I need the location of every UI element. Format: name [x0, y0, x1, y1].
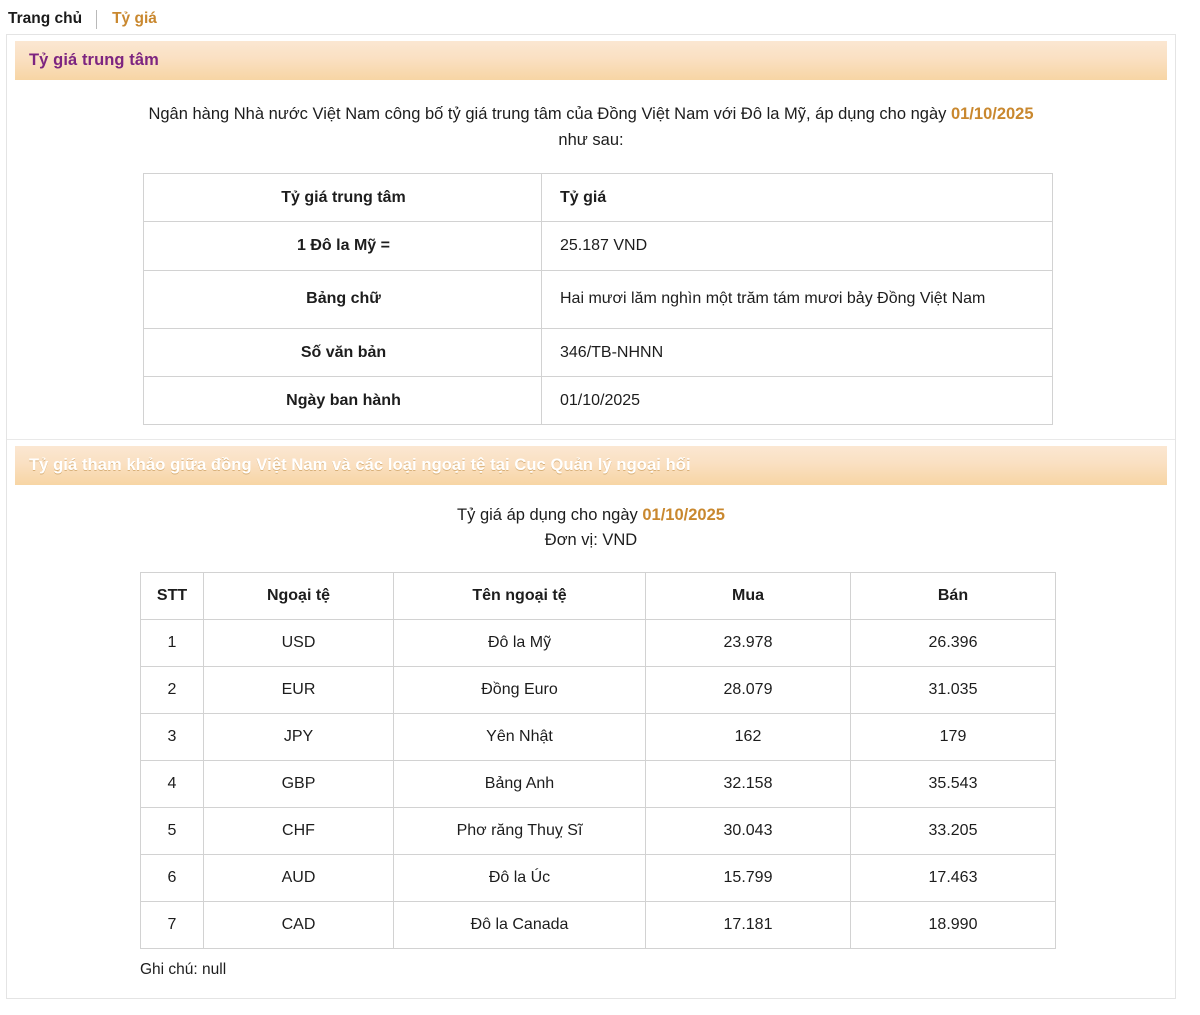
- cell-sell: 26.396: [851, 620, 1056, 667]
- cell-sell: 35.543: [851, 761, 1056, 808]
- cell-name: Đô la Úc: [394, 855, 646, 902]
- cell-buy: 23.978: [646, 620, 851, 667]
- central-rate-intro-text: [141, 102, 1041, 153]
- intro-date-highlight: 01/10/2025: [950, 105, 1034, 123]
- cell-code: CAD: [204, 902, 394, 949]
- cell-stt: 5: [141, 808, 204, 855]
- cell-stt: 2: [141, 667, 204, 714]
- row-label-usd: 1 Đô la Mỹ =: [144, 222, 542, 270]
- cell-stt: 3: [141, 714, 204, 761]
- cell-name: Phơ răng Thuỵ Sĩ: [394, 808, 646, 855]
- cell-sell: 17.463: [851, 855, 1056, 902]
- row-value-in-words: Hai mươi lăm nghìn một trăm tám mươi bảy Đồng Việt Nam: [542, 270, 1053, 328]
- cell-buy: 162: [646, 714, 851, 761]
- cell-sell: 179: [851, 714, 1056, 761]
- cell-code: EUR: [204, 667, 394, 714]
- table-header-row: [144, 174, 1053, 222]
- cell-stt: 7: [141, 902, 204, 949]
- column-header-currency-code: Ngoại tệ: [204, 573, 394, 620]
- cell-name: Đô la Mỹ: [394, 620, 646, 667]
- reference-rates-table: [140, 572, 1056, 949]
- intro-text-before: Ngân hàng Nhà nước Việt Nam công bố tỷ giá trung tâm của Đồng Việt Nam với Đô la Mỹ, áp dụng cho ngày: [148, 105, 951, 123]
- section-reference-rates-title: Tỷ giá tham khảo giữa đồng Việt Nam và các loại ngoại tệ tại Cục Quản lý ngoại hối: [29, 455, 691, 474]
- table-row: [141, 714, 1056, 761]
- column-header-stt: STT: [141, 573, 204, 620]
- row-value-usd: 25.187 VND: [542, 222, 1053, 270]
- row-label-issue-date: Ngày ban hành: [144, 376, 542, 424]
- central-table-header-label: Tỷ giá trung tâm: [144, 174, 542, 222]
- cell-buy: 28.079: [646, 667, 851, 714]
- breadcrumb-link-home[interactable]: Trang chủ: [8, 10, 83, 27]
- table-header-row: [141, 573, 1056, 620]
- cell-sell: 31.035: [851, 667, 1056, 714]
- cell-buy: 17.181: [646, 902, 851, 949]
- section-central-rate-header: [15, 41, 1167, 80]
- intro-text-after: như sau:: [558, 130, 624, 149]
- table-row: [144, 270, 1053, 328]
- table-row: [141, 855, 1056, 902]
- cell-sell: 33.205: [851, 808, 1056, 855]
- cell-stt: 1: [141, 620, 204, 667]
- subtitle-text-before: Tỷ giá áp dụng cho ngày: [457, 505, 643, 524]
- cell-code: GBP: [204, 761, 394, 808]
- table-row: [141, 761, 1056, 808]
- column-header-buy: Mua: [646, 573, 851, 620]
- breadcrumb-current-page: Tỷ giá: [112, 10, 157, 27]
- table-row: [141, 808, 1056, 855]
- central-table-header-value: Tỷ giá: [542, 174, 1053, 222]
- row-value-issue-date: 01/10/2025: [542, 376, 1053, 424]
- table-row: [144, 328, 1053, 376]
- column-header-sell: Bán: [851, 573, 1056, 620]
- section-reference-rates-header: [15, 446, 1167, 485]
- content-card: [6, 34, 1176, 999]
- cell-buy: 32.158: [646, 761, 851, 808]
- cell-code: JPY: [204, 714, 394, 761]
- cell-sell: 18.990: [851, 902, 1056, 949]
- section-central-rate-title: Tỷ giá trung tâm: [29, 51, 159, 69]
- subtitle-date-highlight: 01/10/2025: [642, 505, 725, 524]
- cell-name: Đồng Euro: [394, 667, 646, 714]
- central-rate-table: [143, 173, 1053, 425]
- cell-stt: 6: [141, 855, 204, 902]
- row-label-document-number: Số văn bản: [144, 328, 542, 376]
- row-label-in-words: Bảng chữ: [144, 270, 542, 328]
- cell-name: Đô la Canada: [394, 902, 646, 949]
- reference-rates-subtitle: [7, 503, 1175, 554]
- cell-code: USD: [204, 620, 394, 667]
- table-row: [141, 620, 1056, 667]
- row-value-document-number: 346/TB-NHNN: [542, 328, 1053, 376]
- cell-buy: 15.799: [646, 855, 851, 902]
- cell-buy: 30.043: [646, 808, 851, 855]
- table-note: Ghi chú: null: [140, 961, 227, 978]
- table-row: [144, 222, 1053, 270]
- breadcrumb: [8, 6, 157, 32]
- cell-stt: 4: [141, 761, 204, 808]
- cell-name: Yên Nhật: [394, 714, 646, 761]
- column-header-currency-name: Tên ngoại tệ: [394, 573, 646, 620]
- section-reference-rates: [7, 446, 1175, 979]
- subtitle-unit-line: Đơn vị: VND: [544, 531, 638, 550]
- cell-code: CHF: [204, 808, 394, 855]
- table-row: [144, 376, 1053, 424]
- section-central-rate: [7, 41, 1175, 440]
- table-row: [141, 667, 1056, 714]
- cell-code: AUD: [204, 855, 394, 902]
- cell-name: Bảng Anh: [394, 761, 646, 808]
- table-row: [141, 902, 1056, 949]
